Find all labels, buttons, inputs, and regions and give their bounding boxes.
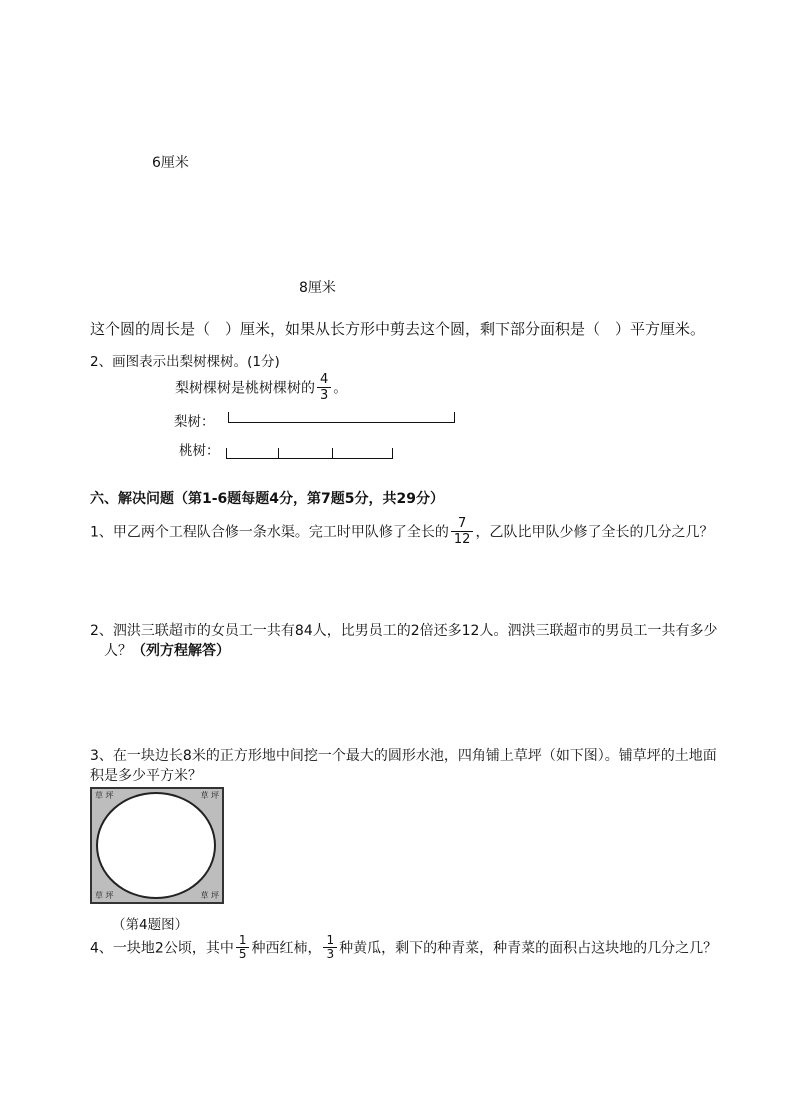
problem-4-fraction-1-numerator: 1 [238,933,247,947]
problem-4-pre: 4、一块地2公顷，其中 [90,940,234,957]
problem-2-line1: 2、泗洪三联超市的女员工一共有84人，比男员工的2倍还多12人。泗洪三联超市的男员工一共有多少 [90,623,718,639]
problem-4-fraction-1-denominator: 5 [236,947,250,961]
problem-1-post: ，乙队比甲队少修了全长的几分之几？ [475,524,714,541]
ratio-statement [175,372,347,403]
ratio-fraction-numerator: 4 [320,372,329,387]
ratio-statement-post: 。 [333,380,348,397]
problem-4-fraction-2-denominator: 3 [323,947,337,961]
pond-circle [96,792,216,899]
figure-caption: （第4题图） [112,917,189,933]
peach-bar-tick [278,448,279,458]
lawn-label-top-left: 草 坪 [95,791,114,800]
pear-label: 梨树： [174,414,215,430]
problem-1-fraction-numerator: 7 [458,516,467,531]
problem-1 [90,516,713,547]
problem-2-line2 [104,640,230,660]
problem-1-pre: 1、甲乙两个工程队合修一条水渠。完工时甲队修了全长的 [90,524,449,541]
ratio-fraction [317,372,331,403]
problem-4-post: 种黄瓜，剩下的种青菜，种青菜的面积占这块地的几分之几？ [339,940,718,957]
draw-question-title: 2、画图表示出梨树棵树。(1分) [90,354,280,370]
problem-2-line2-a: 人？ [104,643,132,659]
problem-1-fraction [451,516,474,547]
circle-question: 这个圆的周长是（ ）厘米，如果从长方形中剪去这个圆，剩下部分面积是（ ）平方厘米。 [90,320,706,338]
square-pond-figure [90,787,224,904]
problem-3-line1: 3、在一块边长8米的正方形地中间挖一个最大的圆形水池，四角铺上草坪（如下图）。铺草坪的土地面 [90,748,717,764]
ratio-statement-pre: 梨树棵树是桃树棵树的 [175,380,315,397]
lawn-label-bottom-left: 草 坪 [95,891,114,900]
ratio-fraction-denominator: 3 [317,387,331,403]
problem-4-fraction-2 [323,934,337,961]
width-label: 6厘米 [152,155,189,171]
problem-4-mid: 种西红柿， [251,940,322,957]
problem-2-method-note: （列方程解答） [132,643,230,659]
problem-4-fraction-2-numerator: 1 [326,933,335,947]
problem-3-line2: 积是多少平方米？ [90,768,202,784]
pear-bar [228,412,455,423]
problem-4-fraction-1 [236,934,250,961]
problem-4 [90,934,717,961]
peach-bar-tick [332,448,333,458]
peach-bar [226,448,393,459]
section-six-title: 六、解决问题（第1-6题每题4分，第7题5分，共29分） [90,491,444,507]
lawn-label-bottom-right: 草 坪 [200,891,219,900]
length-label: 8厘米 [299,280,336,296]
peach-label: 桃树： [179,443,220,459]
problem-1-fraction-denominator: 12 [451,531,474,547]
lawn-label-top-right: 草 坪 [200,791,219,800]
